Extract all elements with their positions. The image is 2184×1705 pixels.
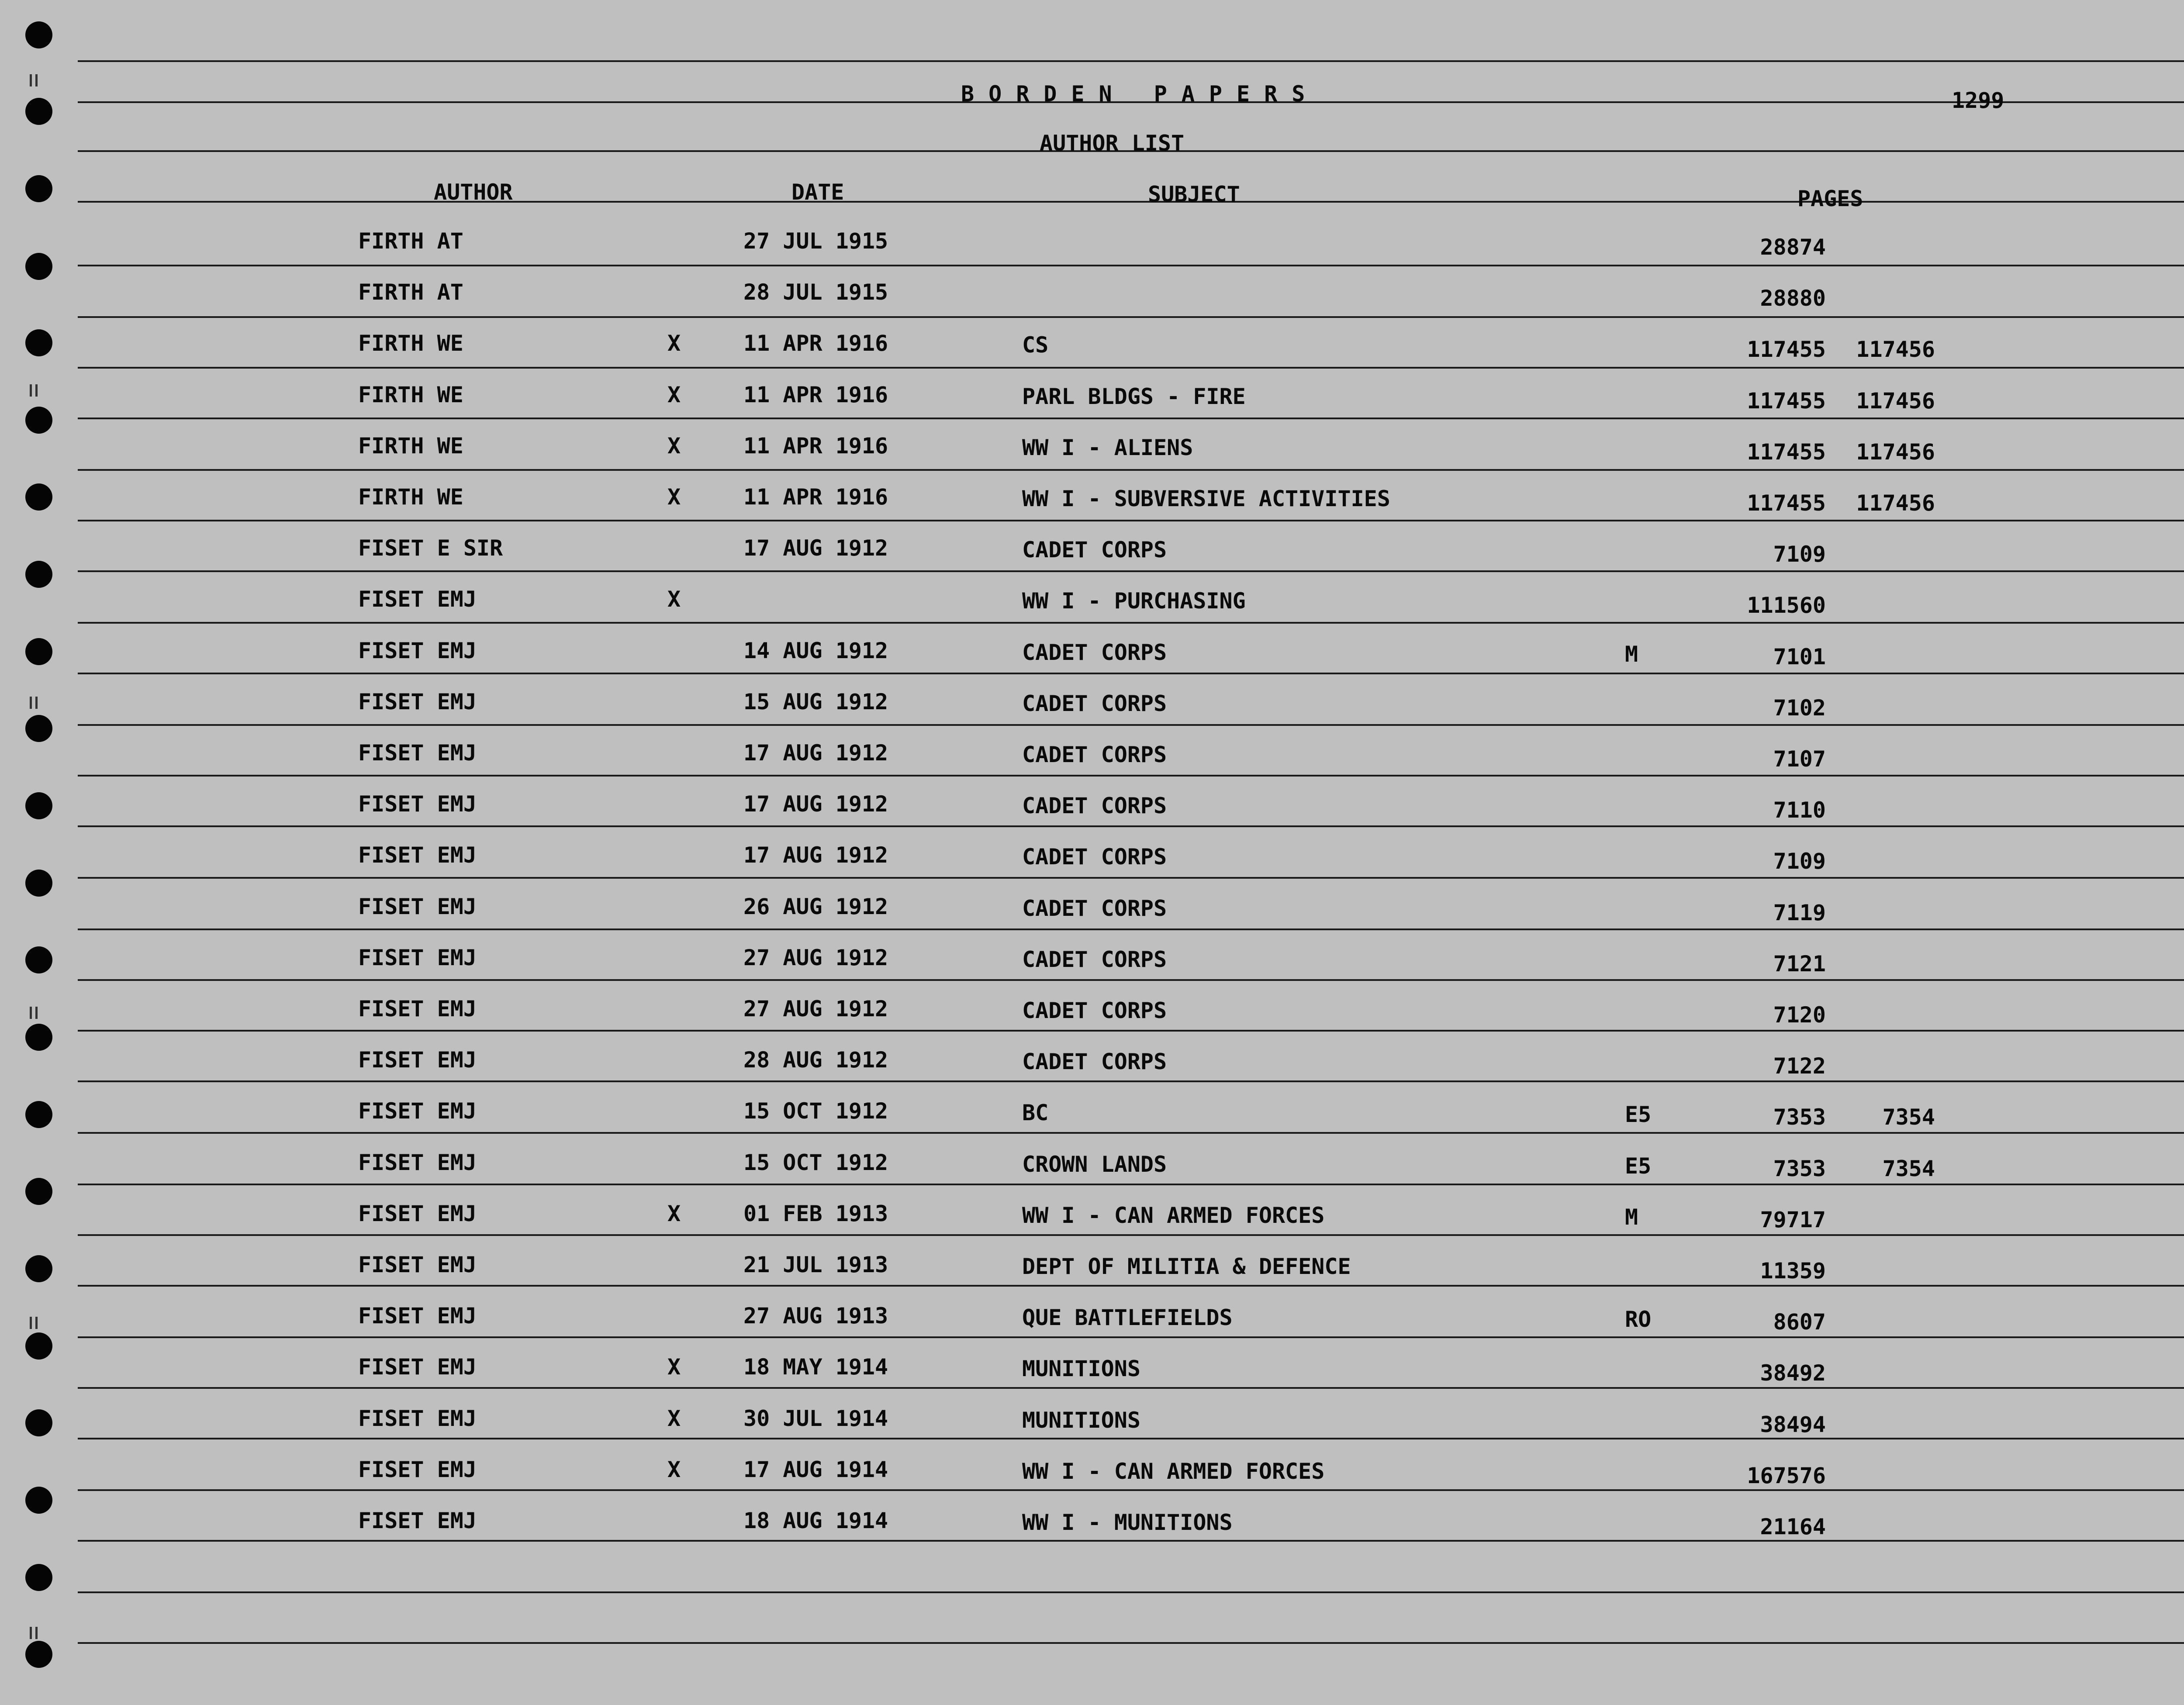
feed-hole xyxy=(25,253,52,280)
pages-start-cell: 7110 xyxy=(1773,797,1826,823)
author-cell: FISET EMJ xyxy=(358,1098,477,1124)
author-cell: FISET EMJ xyxy=(358,996,477,1022)
date-cell: 11 APR 1916 xyxy=(743,382,888,407)
ruled-line xyxy=(78,979,2184,981)
author-cell: FISET EMJ xyxy=(358,740,477,766)
ruled-line xyxy=(78,418,2184,419)
author-cell: FIRTH AT xyxy=(358,280,463,305)
pages-start-cell: 7122 xyxy=(1773,1053,1826,1079)
author-cell: FISET EMJ xyxy=(358,1405,477,1431)
author-cell: FIRTH WE xyxy=(358,484,463,510)
ruled-line xyxy=(78,877,2184,879)
date-cell: 14 AUG 1912 xyxy=(743,638,888,663)
perforation-mark xyxy=(30,1007,38,1019)
flag-cell: X xyxy=(667,1456,681,1482)
subject-cell: CADET CORPS xyxy=(1022,639,1167,665)
ruled-line xyxy=(78,1234,2184,1236)
pages-start-cell: 111560 xyxy=(1747,593,1826,618)
pages-start-cell: 38494 xyxy=(1760,1412,1826,1437)
flag-cell: X xyxy=(667,382,681,407)
subject-cell: CADET CORPS xyxy=(1022,537,1167,563)
pages-start-cell: 7102 xyxy=(1773,695,1826,721)
pages-end-cell: 7354 xyxy=(1882,1156,1935,1181)
list-subtitle: AUTHOR LIST xyxy=(1040,131,1185,156)
code-cell: RO xyxy=(1625,1307,1652,1332)
date-cell: 11 APR 1916 xyxy=(743,484,888,510)
pages-start-cell: 11359 xyxy=(1760,1258,1826,1284)
ruled-line xyxy=(78,520,2184,521)
date-cell: 17 AUG 1912 xyxy=(743,791,888,817)
author-cell: FISET EMJ xyxy=(358,1201,477,1226)
subject-cell: CS xyxy=(1022,332,1049,358)
perforation-mark xyxy=(30,74,38,86)
feed-hole xyxy=(25,946,52,973)
feed-hole xyxy=(25,638,52,665)
date-cell: 30 JUL 1914 xyxy=(743,1405,888,1431)
ruled-line xyxy=(78,316,2184,318)
ruled-line xyxy=(78,1184,2184,1185)
feed-hole xyxy=(25,175,52,202)
pages-end-cell: 117456 xyxy=(1856,439,1935,465)
ruled-line xyxy=(78,367,2184,369)
pages-end-cell: 117456 xyxy=(1856,490,1935,516)
feed-hole xyxy=(25,1332,52,1360)
pages-start-cell: 7353 xyxy=(1773,1104,1826,1130)
document-title: BORDEN PAPERS xyxy=(961,81,1320,107)
author-cell: FISET EMJ xyxy=(358,945,477,970)
pages-start-cell: 79717 xyxy=(1760,1207,1826,1232)
date-cell: 11 APR 1916 xyxy=(743,331,888,356)
author-cell: FIRTH WE xyxy=(358,382,463,407)
date-cell: 15 AUG 1912 xyxy=(743,689,888,714)
date-cell: 11 APR 1916 xyxy=(743,433,888,459)
subject-cell: CROWN LANDS xyxy=(1022,1151,1167,1177)
feed-hole xyxy=(25,483,52,511)
ruled-line xyxy=(78,60,2184,62)
perforation-mark xyxy=(30,1317,38,1329)
ruled-line xyxy=(78,825,2184,827)
pages-start-cell: 167576 xyxy=(1747,1463,1826,1488)
author-cell: FISET E SIR xyxy=(358,535,503,561)
feed-hole xyxy=(25,1564,52,1591)
date-cell: 21 JUL 1913 xyxy=(743,1252,888,1277)
ruled-line xyxy=(78,1132,2184,1134)
date-cell: 17 AUG 1912 xyxy=(743,842,888,868)
pages-start-cell: 117455 xyxy=(1747,337,1826,362)
ruled-line xyxy=(78,1387,2184,1389)
author-cell: FISET EMJ xyxy=(358,1303,477,1329)
ruled-line xyxy=(78,265,2184,266)
ruled-line xyxy=(78,1080,2184,1082)
subject-cell: CADET CORPS xyxy=(1022,844,1167,870)
ruled-line xyxy=(78,469,2184,471)
date-cell: 18 MAY 1914 xyxy=(743,1354,888,1380)
subject-cell: MUNITIONS xyxy=(1022,1356,1140,1382)
author-cell: FISET EMJ xyxy=(358,638,477,663)
date-cell: 27 AUG 1912 xyxy=(743,945,888,970)
ruled-line xyxy=(78,928,2184,930)
pages-start-cell: 21164 xyxy=(1760,1514,1826,1539)
feed-hole xyxy=(25,561,52,588)
subject-cell: MUNITIONS xyxy=(1022,1407,1140,1433)
ruled-line xyxy=(78,570,2184,572)
author-cell: FISET EMJ xyxy=(358,1149,477,1175)
subject-cell: CADET CORPS xyxy=(1022,690,1167,716)
code-cell: M xyxy=(1625,641,1638,667)
feed-hole xyxy=(25,715,52,742)
flag-cell: X xyxy=(667,587,681,612)
subject-cell: WW I - CAN ARMED FORCES xyxy=(1022,1458,1325,1484)
author-cell: FIRTH WE xyxy=(358,433,463,459)
ruled-line xyxy=(78,1489,2184,1491)
date-cell: 17 AUG 1912 xyxy=(743,740,888,766)
author-cell: FIRTH WE xyxy=(358,331,463,356)
date-cell: 18 AUG 1914 xyxy=(743,1508,888,1533)
pages-start-cell: 7101 xyxy=(1773,644,1826,670)
column-header-author: AUTHOR xyxy=(434,179,513,205)
column-header-date: DATE xyxy=(791,179,844,205)
pages-start-cell: 8607 xyxy=(1773,1309,1826,1335)
author-cell: FISET EMJ xyxy=(358,1354,477,1380)
flag-cell: X xyxy=(667,1405,681,1431)
ruled-line xyxy=(78,1030,2184,1032)
author-cell: FISET EMJ xyxy=(358,1508,477,1533)
pages-end-cell: 117456 xyxy=(1856,388,1935,414)
date-cell: 26 AUG 1912 xyxy=(743,894,888,919)
author-cell: FIRTH AT xyxy=(358,228,463,254)
date-cell: 15 OCT 1912 xyxy=(743,1149,888,1175)
author-cell: FISET EMJ xyxy=(358,791,477,817)
pages-start-cell: 28874 xyxy=(1760,235,1826,260)
feed-hole xyxy=(25,1255,52,1282)
subject-cell: CADET CORPS xyxy=(1022,793,1167,819)
feed-hole xyxy=(25,98,52,125)
author-cell: FISET EMJ xyxy=(358,587,477,612)
feed-hole xyxy=(25,1641,52,1668)
feed-hole xyxy=(25,1178,52,1205)
flag-cell: X xyxy=(667,1201,681,1226)
code-cell: E5 xyxy=(1625,1102,1652,1128)
pages-start-cell: 28880 xyxy=(1760,286,1826,311)
feed-hole xyxy=(25,407,52,434)
author-cell: FISET EMJ xyxy=(358,1252,477,1277)
feed-hole xyxy=(25,870,52,897)
column-header-subject: SUBJECT xyxy=(1148,182,1240,207)
pages-start-cell: 117455 xyxy=(1747,490,1826,516)
code-cell: M xyxy=(1625,1204,1638,1230)
author-cell: FISET EMJ xyxy=(358,842,477,868)
flag-cell: X xyxy=(667,484,681,510)
date-cell: 17 AUG 1914 xyxy=(743,1456,888,1482)
date-cell: 27 AUG 1912 xyxy=(743,996,888,1022)
date-cell: 28 JUL 1915 xyxy=(743,280,888,305)
flag-cell: X xyxy=(667,433,681,459)
subject-cell: CADET CORPS xyxy=(1022,1049,1167,1075)
feed-hole xyxy=(25,21,52,48)
column-header-pages: PAGES xyxy=(1797,186,1863,211)
author-cell: FISET EMJ xyxy=(358,689,477,714)
pages-start-cell: 7107 xyxy=(1773,746,1826,772)
subject-cell: WW I - MUNITIONS xyxy=(1022,1510,1233,1535)
feed-hole xyxy=(25,329,52,356)
perforation-mark xyxy=(30,384,38,397)
ruled-line xyxy=(78,201,2184,203)
date-cell: 28 AUG 1912 xyxy=(743,1047,888,1073)
feed-hole xyxy=(25,792,52,819)
perforation-mark xyxy=(30,697,38,709)
ruled-line xyxy=(78,1591,2184,1593)
ruled-line xyxy=(78,1642,2184,1644)
pages-start-cell: 117455 xyxy=(1747,439,1826,465)
pages-start-cell: 117455 xyxy=(1747,388,1826,414)
subject-cell: CADET CORPS xyxy=(1022,895,1167,921)
page-number: 1299 xyxy=(1952,88,2004,113)
subject-cell: CADET CORPS xyxy=(1022,742,1167,767)
ruled-line xyxy=(78,1540,2184,1542)
date-cell: 01 FEB 1913 xyxy=(743,1201,888,1226)
feed-hole xyxy=(25,1487,52,1514)
flag-cell: X xyxy=(667,331,681,356)
ruled-line xyxy=(78,775,2184,777)
subject-cell: BC xyxy=(1022,1100,1049,1126)
ruled-line xyxy=(78,673,2184,674)
perforation-mark xyxy=(30,1627,38,1639)
author-cell: FISET EMJ xyxy=(358,894,477,919)
pages-start-cell: 7109 xyxy=(1773,542,1826,567)
feed-hole xyxy=(25,1101,52,1128)
pages-start-cell: 38492 xyxy=(1760,1360,1826,1386)
pages-start-cell: 7120 xyxy=(1773,1002,1826,1028)
subject-cell: WW I - ALIENS xyxy=(1022,435,1193,460)
feed-hole xyxy=(25,1409,52,1436)
author-cell: FISET EMJ xyxy=(358,1047,477,1073)
subject-cell: CADET CORPS xyxy=(1022,998,1167,1023)
pages-end-cell: 7354 xyxy=(1882,1104,1935,1130)
ruled-line xyxy=(78,622,2184,624)
ruled-line xyxy=(78,724,2184,726)
subject-cell: PARL BLDGS - FIRE xyxy=(1022,383,1246,409)
pages-start-cell: 7121 xyxy=(1773,951,1826,977)
date-cell: 17 AUG 1912 xyxy=(743,535,888,561)
pages-start-cell: 7119 xyxy=(1773,900,1826,925)
pages-start-cell: 7353 xyxy=(1773,1156,1826,1181)
ruled-line xyxy=(78,1336,2184,1338)
pages-start-cell: 7109 xyxy=(1773,849,1826,874)
date-cell: 27 AUG 1913 xyxy=(743,1303,888,1329)
subject-cell: DEPT OF MILITIA & DEFENCE xyxy=(1022,1254,1351,1279)
pages-end-cell: 117456 xyxy=(1856,337,1935,362)
subject-cell: CADET CORPS xyxy=(1022,946,1167,972)
subject-cell: WW I - PURCHASING xyxy=(1022,588,1246,614)
ruled-line xyxy=(78,1285,2184,1287)
author-cell: FISET EMJ xyxy=(358,1456,477,1482)
date-cell: 27 JUL 1915 xyxy=(743,228,888,254)
ruled-line xyxy=(78,1438,2184,1439)
subject-cell: WW I - SUBVERSIVE ACTIVITIES xyxy=(1022,486,1390,511)
subject-cell: QUE BATTLEFIELDS xyxy=(1022,1305,1233,1331)
code-cell: E5 xyxy=(1625,1153,1652,1179)
feed-hole xyxy=(25,1024,52,1051)
subject-cell: WW I - CAN ARMED FORCES xyxy=(1022,1202,1325,1228)
flag-cell: X xyxy=(667,1354,681,1380)
date-cell: 15 OCT 1912 xyxy=(743,1098,888,1124)
